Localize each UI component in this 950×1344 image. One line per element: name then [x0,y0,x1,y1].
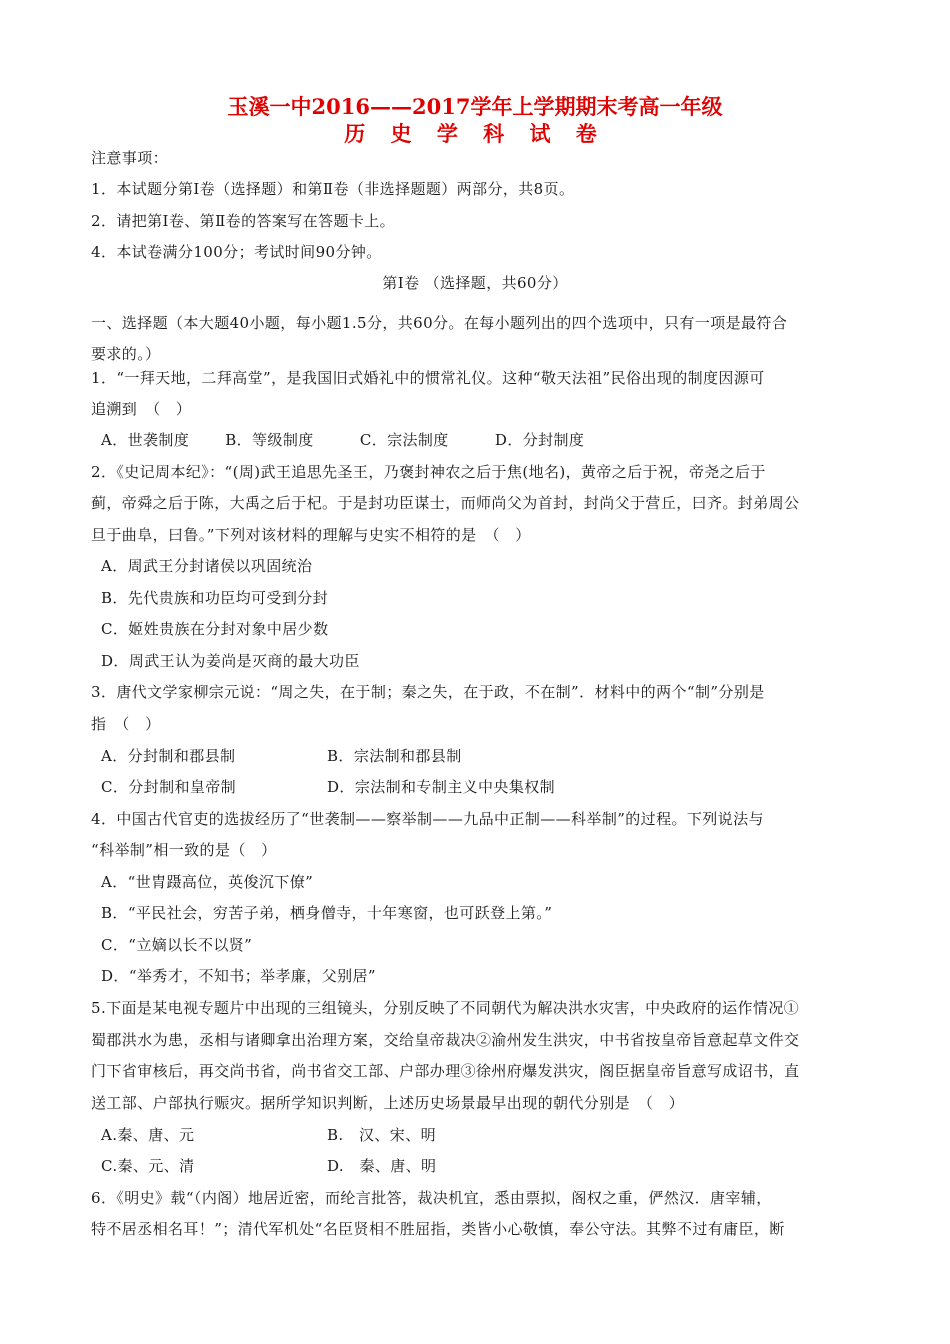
question-4-stem: “科举制”相一致的是（ ） [91,841,277,859]
question-5-option: B. 汉、宋、明 [327,1126,436,1144]
section-instructions: 一、选择题（本大题40小题，每小题1.5分，共60分。在每小题列出的四个选项中，只有一项是最符合 [91,314,788,332]
question-5-stem: 蜀郡洪水为患，丞相与诸卿拿出治理方案，交给皇帝裁决②渝州发生洪灾，中书省按皇帝旨意起草文件交 [91,1031,800,1049]
question-2-stem: 旦于曲阜，曰鲁。”下列对该材料的理解与史实不相符的是 （ ） [91,526,531,544]
notice-item: 4．本试卷满分100分；考试时间90分钟。 [91,243,382,261]
question-1-options: A．世袭制度 B．等级制度 C．宗法制度 D．分封制度 [101,431,585,449]
section-title: 第Ⅰ卷 （选择题，共60分） [382,274,568,292]
question-6-stem: 特不居丞相名耳！”；清代军机处“名臣贤相不胜屈指，类皆小心敬慎，奉公守法。其弊不过有庸臣，断 [91,1220,785,1238]
question-2-stem: 2．《史记周本纪》：“(周)武王追思先圣王，乃褒封神农之后于焦(地名)，黄帝之后于祝，帝尧之后于 [91,463,766,481]
question-5-option: D. 秦、唐、明 [327,1157,437,1175]
section-instructions: 要求的。） [91,345,161,363]
question-1-stem: 追溯到 （ ） [91,400,192,418]
question-3-stem: 3．唐代文学家柳宗元说：“周之失，在于制；秦之失，在于政，不在制”．材料中的两个“制”分别是 [91,683,765,701]
question-4-option: A．“世胄蹑高位，英俊沉下僚” [101,873,314,891]
question-2-option: C．姬姓贵族在分封对象中居少数 [101,620,329,638]
notice-item: 2．请把第Ⅰ卷、第Ⅱ卷的答案写在答题卡上。 [91,212,396,230]
question-6-stem: 6．《明史》载“（内阁）地居近密，而纶言批答，裁决机宜，悉由票拟，阁权之重，俨然汉．唐宰辅， [91,1189,772,1207]
question-3-stem: 指 （ ） [91,715,161,733]
question-2-stem: 蓟，帝舜之后于陈，大禹之后于杞。于是封功臣谋士，而师尚父为首封，封尚父于营丘，曰齐。封弟周公 [91,494,800,512]
question-4-option: B．“平民社会，穷苦子弟，栖身僧寺，十年寒窗，也可跃登上第。” [101,904,553,922]
question-5-stem: 5.下面是某电视专题片中出现的三组镜头，分别反映了不同朝代为解决洪水灾害，中央政府的运作情况① [91,999,800,1017]
notice-item: 1．本试题分第Ⅰ卷（选择题）和第Ⅱ卷（非选择题题）两部分，共8页。 [91,180,575,198]
question-4-option: D．“举秀才，不知书；举孝廉，父别居” [101,967,376,985]
question-2-option: D．周武王认为姜尚是灭商的最大功臣 [101,652,360,670]
question-3-option: A．分封制和郡县制 [101,747,236,765]
question-5-stem: 门下省审核后，再交尚书省，尚书省交工部、户部办理③徐州府爆发洪灾，阁臣据皇帝旨意写成诏书，直 [91,1062,800,1080]
question-3-option: C．分封制和皇帝制 [101,778,237,796]
question-4-stem: 4．中国古代官吏的选拔经历了“世袭制——察举制——九品中正制——科举制”的过程。下列说法与 [91,810,764,828]
question-5-stem: 送工部、户部执行赈灾。据所学知识判断，上述历史场景最早出现的朝代分别是 （ ） [91,1094,685,1112]
question-3-option: B．宗法制和郡县制 [327,747,462,765]
notice-heading: 注意事项： [91,149,169,167]
question-1-stem: 1．“一拜天地，二拜高堂”，是我国旧式婚礼中的惯常礼仪。这种“敬天法祖”民俗出现的制度因源可 [91,369,765,387]
exam-title: 玉溪一中2016——2017学年上学期期末考高一年级 [227,94,723,119]
question-3-option: D．宗法制和专制主义中央集权制 [327,778,556,796]
question-5-option: C.秦、元、清 [101,1157,195,1175]
question-2-option: A．周武王分封诸侯以巩固统治 [101,557,313,575]
question-2-option: B．先代贵族和功臣均可受到分封 [101,589,329,607]
question-4-option: C．“立嫡以长不以贤” [101,936,253,954]
exam-subtitle: 历 史 学 科 试 卷 [344,121,606,146]
question-5-option: A.秦、唐、元 [101,1126,195,1144]
